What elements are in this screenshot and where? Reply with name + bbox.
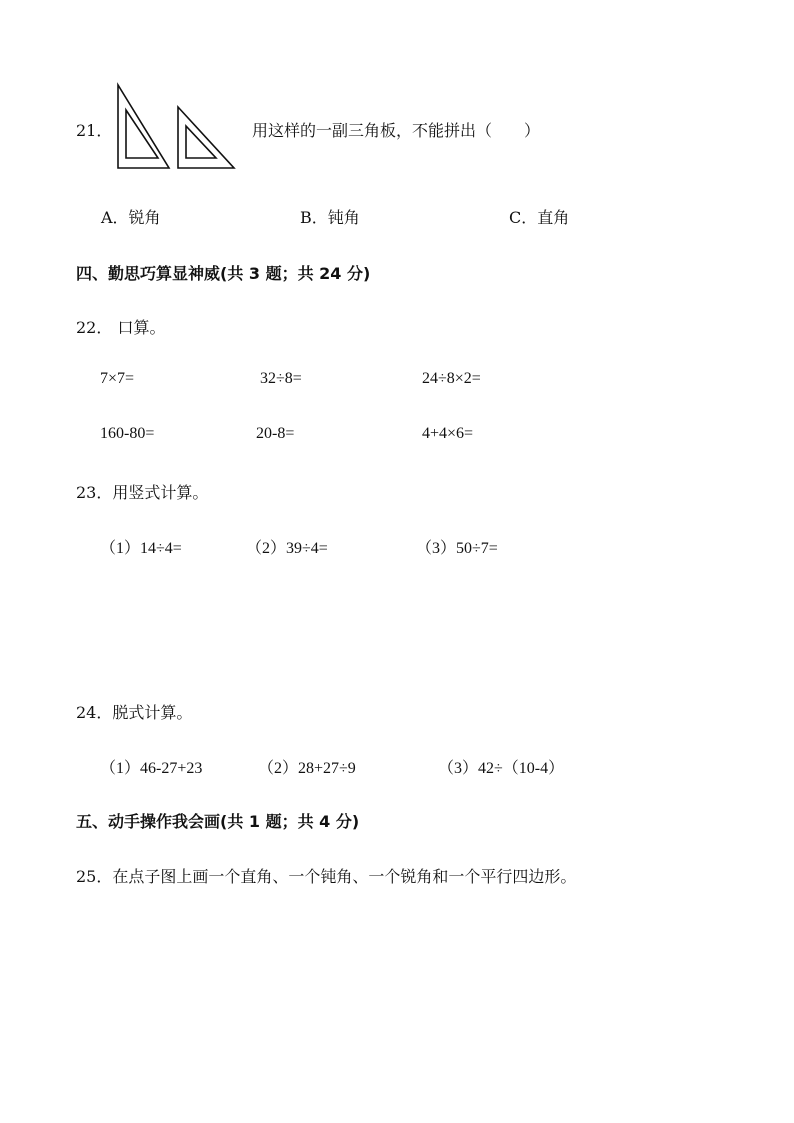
q24-title: 24．脱式计算。 (76, 703, 193, 722)
q24-item: （3）42÷（10-4） (438, 760, 565, 777)
option-c[interactable]: C．直角 (509, 208, 570, 227)
option-b[interactable]: B．钝角 (300, 208, 360, 227)
q23-item: （2）39÷4= (246, 540, 328, 557)
q21-number: 21． (76, 121, 113, 140)
q23-item: （3）50÷7= (416, 540, 498, 557)
q25-title: 25．在点子图上画一个直角、一个钝角、一个锐角和一个平行四边形。 (76, 867, 577, 886)
set-square-tall (118, 85, 169, 168)
q22-title: 22． 口算。 (76, 318, 166, 337)
section-4-title: 四、勤思巧算显神威(共 3 题；共 24 分) (76, 264, 371, 283)
q21-question: 用这样的一副三角板，不能拼出（ ） (252, 121, 541, 140)
q22-item: 4+4×6= (422, 425, 474, 442)
q22-item: 160-80= (100, 425, 155, 442)
q22-item: 32÷8= (260, 370, 302, 387)
q22-item: 20-8= (256, 425, 295, 442)
q23-title: 23．用竖式计算。 (76, 483, 209, 502)
q22-item: 7×7= (100, 370, 135, 387)
set-square-isosceles (178, 107, 234, 168)
q24-item: （1）46-27+23 (100, 760, 203, 777)
section-5-title: 五、动手操作我会画(共 1 题；共 4 分) (76, 812, 360, 831)
q24-item: （2）28+27÷9 (258, 760, 356, 777)
q23-item: （1）14÷4= (100, 540, 182, 557)
set-square-figure (112, 82, 238, 172)
option-a[interactable]: A．锐角 (101, 208, 161, 227)
q22-item: 24÷8×2= (422, 370, 481, 387)
